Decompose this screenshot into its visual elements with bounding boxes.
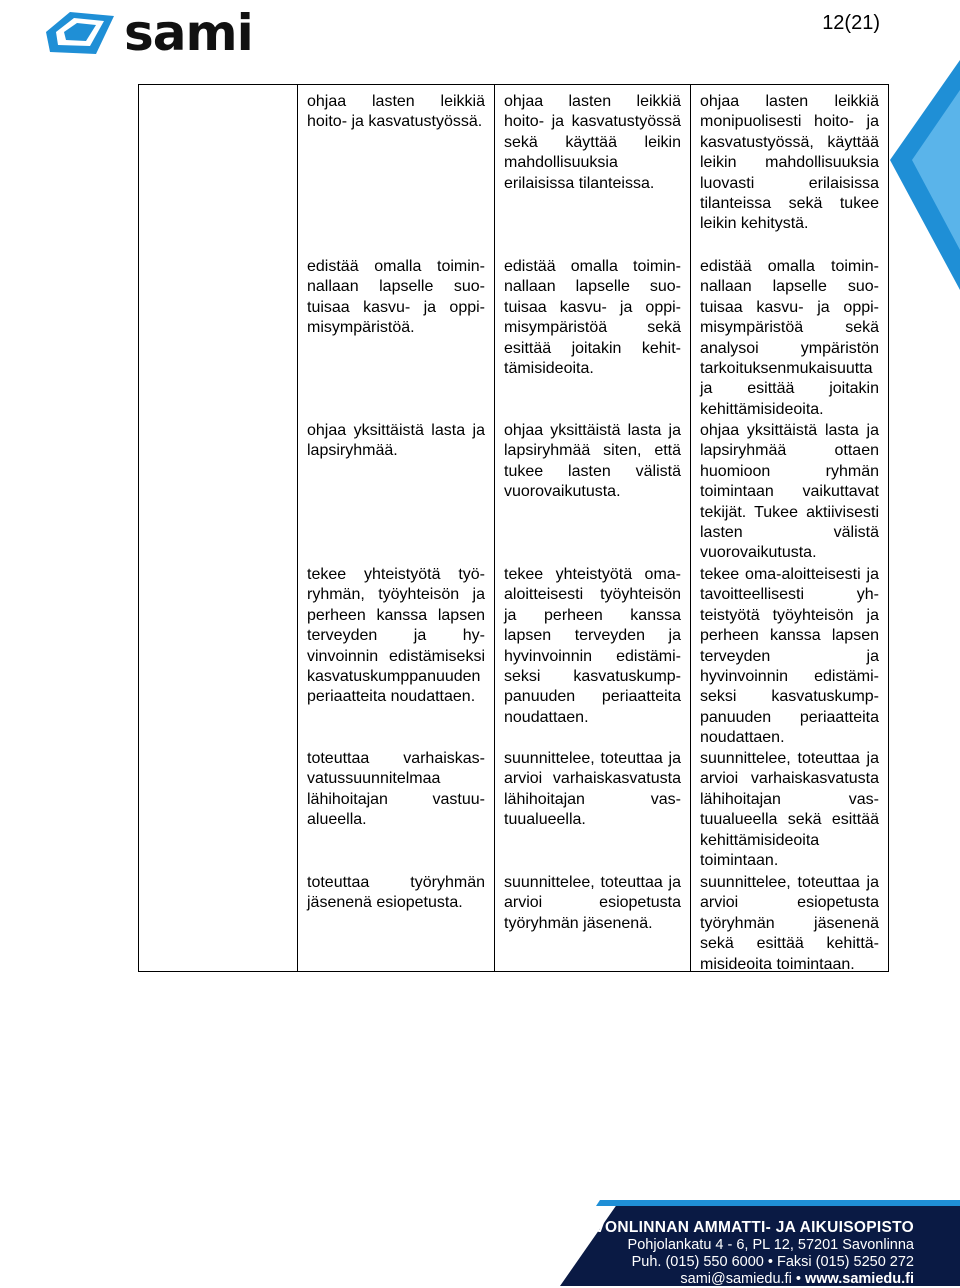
competence-table bbox=[138, 84, 889, 972]
table-cell: tekee oma-aloitteisesti ja tavoitteellisesti yhteistyötä työyhteisön ja perheen kanssa lapsen terveyden ja hyvinvoinnin edistämiseksi kasvatuskumppanuuden periaatteita noudattaen. bbox=[700, 566, 879, 747]
page-number: 12(21) bbox=[822, 12, 880, 34]
footer-contact bbox=[573, 1218, 914, 1288]
footer-address: Pohjolankatu 4 - 6, PL 12, 57201 Savonlinna bbox=[627, 1237, 914, 1253]
table-cell: suunnittelee, toteuttaa ja arvioi esiopetusta työryhmän jäsenenä sekä esittää kehittämisideoita toimintaan. bbox=[700, 874, 879, 973]
table-cell: suunnittelee, toteuttaa ja arvioi varhaiskasvatusta lähihoitajan vastuualueella. bbox=[504, 750, 681, 829]
table-cell: tekee yhteistyötä työryhmän, työyhteisön ja perheen kanssa lapsen terveyden ja hyvinvoinnin edistämiseksi kasvatuskumppanuuden periaatteita noudattaen. bbox=[307, 566, 485, 706]
logo-wordmark: sami bbox=[124, 4, 253, 62]
table-cell: ohjaa yksittäistä lasta ja lapsiryhmää. bbox=[307, 422, 485, 460]
table-cell: ohjaa lasten leikkiä hoito- ja kasvatustyössä sekä käyttää leikin mahdollisuuksia erilaisissa tilanteissa. bbox=[504, 93, 681, 192]
table-column-empty bbox=[139, 85, 297, 971]
sami-logo bbox=[40, 4, 260, 62]
table-cell: toteuttaa työryhmän jäsenenä esiopetusta. bbox=[307, 874, 485, 912]
table-cell: toteuttaa varhaiskasvatussuunnitelmaa lähihoitajan vastuualueella. bbox=[307, 750, 485, 829]
corner-accent-graphic bbox=[890, 60, 960, 290]
table-cell: edistää omalla toiminnallaan lapselle suotuisaa kasvu- ja oppimisympäristöä sekä esittää joitakin kehittämisideoita. bbox=[504, 258, 681, 378]
table-column-1 bbox=[297, 85, 494, 971]
table-cell: suunnittelee, toteuttaa ja arvioi esiopetusta työryhmän jäsenenä. bbox=[504, 874, 681, 932]
table-cell: ohjaa yksittäistä lasta ja lapsiryhmää ottaen huomioon ryhmän toimintaan vaikuttavat tekijät. Tukee aktiivisesti lasten välistä vuorovaikutusta. bbox=[700, 422, 879, 562]
table-cell: ohjaa lasten leikkiä hoito- ja kasvatustyössä. bbox=[307, 93, 485, 131]
sami-logo-icon bbox=[40, 8, 120, 58]
footer-phone: Puh. (015) 550 6000 • Faksi (015) 5250 272 bbox=[631, 1254, 914, 1270]
footer-web-line bbox=[573, 1271, 914, 1288]
table-cell: edistää omalla toiminnallaan lapselle suotuisaa kasvu- ja oppimisympäristöä. bbox=[307, 258, 485, 337]
table-cell: ohjaa yksittäistä lasta ja lapsiryhmää siten, että tukee lasten välistä vuorovaikutusta. bbox=[504, 422, 681, 501]
table-cell: suunnittelee, toteuttaa ja arvioi varhaiskasvatusta lähihoitajan vastuualueella sekä esittää kehittämisideoita toimintaan. bbox=[700, 750, 879, 870]
table-column-2 bbox=[494, 85, 690, 971]
table-cell: edistää omalla toiminnallaan lapselle suotuisaa kasvu- ja oppimisympäristöä sekä analysoi ympäristön tarkoituksenmukaisuutta ja esittää joitakin kehittämisideoita. bbox=[700, 258, 879, 418]
footer-website[interactable]: www.samiedu.fi bbox=[804, 1271, 914, 1287]
footer-email[interactable]: sami@samiedu.fi • bbox=[680, 1271, 805, 1287]
footer-title: SAVONLINNAN AMMATTI- JA AIKUISOPISTO bbox=[573, 1219, 914, 1236]
table-column-3 bbox=[690, 85, 888, 971]
table-cell: tekee yhteistyötä oma-aloitteisesti työyhteisön ja perheen kanssa lapsen terveyden ja hyvinvoinnin edistämiseksi kasvatuskumppanuuden periaatteita noudattaen. bbox=[504, 566, 681, 726]
table-cell: ohjaa lasten leikkiä monipuolisesti hoito- ja kasvatustyössä, käyttää leikin mahdollisuuksia luovasti erilaisissa tilanteissa sekä tukee leikin kehitystä. bbox=[700, 93, 879, 233]
